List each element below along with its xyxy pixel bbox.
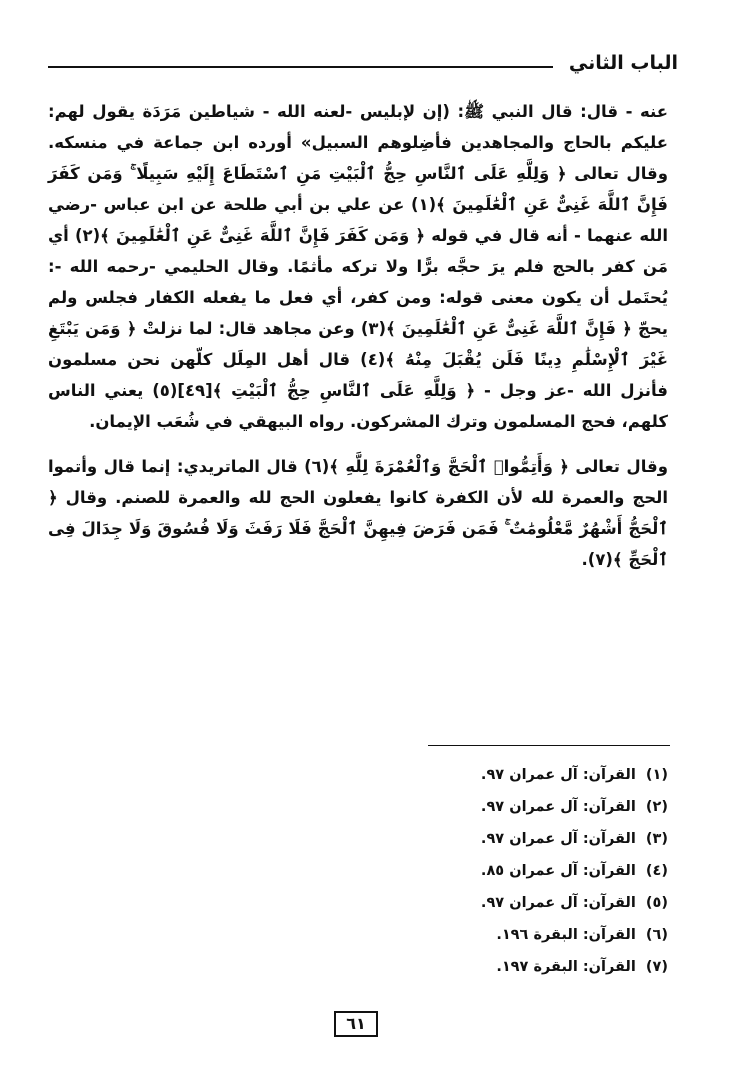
footnote-2 (300, 792, 668, 824)
page-number: ٦١ (334, 1011, 378, 1037)
footnote-text: القرآن: آل عمران ٩٧. (480, 799, 636, 815)
footnote-3 (300, 824, 668, 856)
chapter-title: الباب الثاني (568, 52, 678, 74)
paragraph-2: وقال تعالى ﴿ وَأَتِمُّوا۟ ٱلْحَجَّ وَٱلْعُمْرَةَ لِلَّهِ ﴾(٦) قال الماتريدي: إنما قال وأتموا الحج والعمرة لله لأن الكفرة كانوا يفعلون الحج لله والعمرة للصنم. وقال ﴿ ٱلْحَجُّ أَشْهُرٌ مَّعْلُومَٰتٌ ۚ فَمَن فَرَضَ فِيهِنَّ ٱلْحَجَّ فَلَا رَفَثَ وَلَا فُسُوقَ وَلَا جِدَالَ فِى ٱلْحَجِّ ﴾(٧). (48, 457, 668, 569)
footnote-number: (٢) (645, 799, 668, 815)
footnote-text: القرآن: آل عمران ٩٧. (480, 767, 636, 783)
footnote-text: القرآن: البقرة ١٩٦. (496, 927, 636, 943)
footnotes-list (300, 760, 668, 984)
footnote-text: القرآن: البقرة ١٩٧. (496, 959, 636, 975)
footnote-number: (٧) (645, 959, 668, 975)
footnote-number: (٣) (645, 831, 668, 847)
footnote-5 (300, 888, 668, 920)
footnote-1 (300, 760, 668, 792)
footnote-7 (300, 952, 668, 984)
footnote-separator (428, 745, 670, 746)
footnote-number: (٦) (645, 927, 668, 943)
footnote-text: القرآن: آل عمران ٨٥. (480, 863, 636, 879)
running-header (48, 46, 678, 86)
footnote-6 (300, 920, 668, 952)
footnote-text: القرآن: آل عمران ٩٧. (480, 831, 636, 847)
header-rule (48, 66, 553, 68)
footnote-number: (١) (645, 767, 668, 783)
footnote-4 (300, 856, 668, 888)
footnote-text: القرآن: آل عمران ٩٧. (480, 895, 636, 911)
paragraph-1: عنه - قال: قال النبي ﷺ: (إن لإبليس -لعنه الله - شياطين مَرَدَة يقول لهم: عليكم بالحاج والمجاهدين فأضِلوهم السبيل» أورده ابن جماعة في منسكه. وقال تعالى ﴿ وَلِلَّهِ عَلَى ٱلنَّاسِ حِجُّ ٱلْبَيْتِ مَنِ ٱسْتَطَاعَ إِلَيْهِ سَبِيلًا ۚ وَمَن كَفَرَ فَإِنَّ ٱللَّهَ غَنِىٌّ عَنِ ٱلْعَٰلَمِينَ ﴾(١) عن علي بن أبي طلحة عن ابن عباس -رضي الله عنهما - أنه قال في قوله ﴿ وَمَن كَفَرَ فَإِنَّ ٱللَّهَ غَنِىٌّ عَنِ ٱلْعَٰلَمِينَ ﴾(٢) أي مَن كفر بالحج فلم يرَ حجَّه برًّا ولا تركه مأثمًا. وقال الحليمي -رحمه الله -: يُحتَمل أن يكون معنى قوله: ومن كفر، أي فعل ما يفعله الكفار فجلس ولم يحجّ ﴿ فَإِنَّ ٱللَّهَ غَنِىٌّ عَنِ ٱلْعَٰلَمِينَ ﴾(٣) وعن مجاهد قال: لما نزلتْ ﴿ وَمَن يَبْتَغِ غَيْرَ ٱلْإِسْلَٰمِ دِينًا فَلَن يُقْبَلَ مِنْهُ ﴾(٤) قال أهل المِلَل كلّهن نحن مسلمون فأنزل الله -عز وجل - ﴿ وَلِلَّهِ عَلَى ٱلنَّاسِ حِجُّ ٱلْبَيْتِ ﴾[٤٩](٥) يعني الناس كلهم، فحج المسلمون وترك المشركون. رواه البيهقي في شُعَب الإيمان. (48, 102, 669, 431)
footnote-number: (٥) (645, 895, 668, 911)
footnote-number: (٤) (645, 863, 668, 879)
main-text (48, 96, 668, 575)
